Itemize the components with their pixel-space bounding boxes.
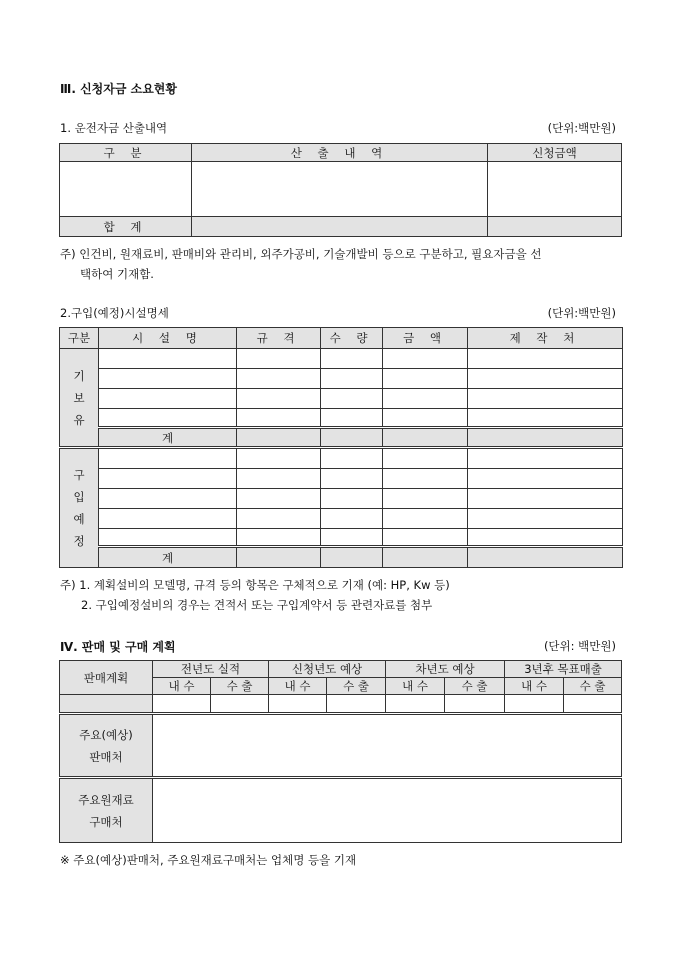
cell[interactable] <box>383 509 468 529</box>
cell[interactable] <box>468 448 623 469</box>
main-sales-partner-label: 주요(예상) 판매처 <box>60 714 153 778</box>
header-category: 구 분 <box>60 144 192 162</box>
part2-title: 2.구입(예정)시설명세 <box>60 306 169 320</box>
cell[interactable] <box>468 529 623 547</box>
header-spec: 규 격 <box>237 328 321 349</box>
cell[interactable] <box>237 349 321 369</box>
total-label: 합 계 <box>60 217 192 237</box>
year-prev-actual: 전년도 실적 <box>153 661 269 678</box>
cell[interactable] <box>468 369 623 389</box>
cell[interactable] <box>468 349 623 369</box>
cell[interactable] <box>99 448 237 469</box>
cell[interactable] <box>488 217 622 237</box>
cell[interactable] <box>321 349 383 369</box>
cell[interactable] <box>383 389 468 409</box>
year-next-forecast: 차년도 예상 <box>386 661 505 678</box>
cell[interactable] <box>237 489 321 509</box>
cell[interactable] <box>321 489 383 509</box>
part1-unit: (단위:백만원) <box>547 121 616 135</box>
cell[interactable] <box>192 162 488 217</box>
cell[interactable] <box>321 448 383 469</box>
cell[interactable] <box>269 695 327 714</box>
cell[interactable] <box>237 428 321 448</box>
sub-export: 수 출 <box>445 678 505 695</box>
part1-title: 1. 운전자금 산출내역 <box>60 121 168 135</box>
year-3-target: 3년후 목표매출 <box>505 661 622 678</box>
cell[interactable] <box>468 489 623 509</box>
cell[interactable] <box>468 509 623 529</box>
section3-title: Ⅲ. 신청자금 소요현황 <box>60 82 177 96</box>
cell[interactable] <box>237 448 321 469</box>
header-amount: 금 액 <box>383 328 468 349</box>
cell[interactable] <box>99 349 237 369</box>
cell[interactable] <box>383 547 468 568</box>
facility-table <box>59 327 623 568</box>
sub-domestic: 내 수 <box>153 678 211 695</box>
cell[interactable] <box>468 428 623 448</box>
cell[interactable] <box>321 389 383 409</box>
main-supplier-label: 주요원재료 구매처 <box>60 778 153 843</box>
cell[interactable] <box>321 529 383 547</box>
sub-export: 수 출 <box>327 678 386 695</box>
cell[interactable] <box>237 509 321 529</box>
cell[interactable] <box>383 409 468 428</box>
cell[interactable] <box>383 529 468 547</box>
sub-domestic: 내 수 <box>269 678 327 695</box>
working-capital-table <box>59 143 622 237</box>
cell[interactable] <box>505 695 564 714</box>
cell[interactable] <box>468 389 623 409</box>
cell[interactable] <box>321 509 383 529</box>
cell[interactable] <box>153 695 211 714</box>
cell[interactable] <box>192 217 488 237</box>
cell[interactable] <box>383 369 468 389</box>
section4-unit: (단위: 백만원) <box>543 639 616 653</box>
cell[interactable] <box>468 469 623 489</box>
cell[interactable] <box>564 695 622 714</box>
cell[interactable] <box>60 162 192 217</box>
cell[interactable] <box>327 695 386 714</box>
cell[interactable] <box>99 489 237 509</box>
cell[interactable] <box>99 509 237 529</box>
sub-domestic: 내 수 <box>386 678 445 695</box>
main-supplier-field[interactable] <box>153 778 622 843</box>
section4-title: Ⅳ. 판매 및 구매 계획 <box>60 640 176 654</box>
section4-note: ※ 주요(예상)판매처, 주요원재료구매처는 업체명 등을 기재 <box>60 853 357 867</box>
cell[interactable] <box>468 409 623 428</box>
cell[interactable] <box>237 389 321 409</box>
header-facility-name: 시 설 명 <box>99 328 237 349</box>
sales-plan-label: 판매계획 <box>60 661 153 695</box>
cell[interactable] <box>99 529 237 547</box>
header-manufacturer: 제 작 처 <box>468 328 623 349</box>
cell[interactable] <box>383 469 468 489</box>
cell[interactable] <box>237 547 321 568</box>
cell[interactable] <box>386 695 445 714</box>
group-owned: 기 보 유 <box>60 349 99 448</box>
year-current-forecast: 신청년도 예상 <box>269 661 386 678</box>
cell[interactable] <box>383 448 468 469</box>
cell[interactable] <box>383 349 468 369</box>
cell[interactable] <box>99 389 237 409</box>
cell[interactable] <box>237 409 321 428</box>
part1-note-line1: 주) 인건비, 원재료비, 판매비와 관리비, 외주가공비, 기술개발비 등으로 구분하고, 필요자금을 선 <box>60 247 542 261</box>
part2-note-line1: 주) 1. 계획설비의 모델명, 규격 등의 항목은 구체적으로 기재 (예: HP, Kw 등) <box>60 578 450 592</box>
cell[interactable] <box>321 469 383 489</box>
sales-purchase-table <box>59 660 622 843</box>
cell[interactable] <box>211 695 269 714</box>
subtotal-label: 계 <box>99 428 237 448</box>
cell[interactable] <box>468 547 623 568</box>
cell[interactable] <box>99 409 237 428</box>
header-category: 구분 <box>60 328 99 349</box>
cell[interactable] <box>321 547 383 568</box>
cell[interactable] <box>99 369 237 389</box>
header-calculation: 산 출 내 역 <box>192 144 488 162</box>
header-quantity: 수 량 <box>321 328 383 349</box>
cell[interactable] <box>321 369 383 389</box>
cell[interactable] <box>383 428 468 448</box>
cell[interactable] <box>445 695 505 714</box>
cell[interactable] <box>321 409 383 428</box>
sub-export: 수 출 <box>564 678 622 695</box>
sub-domestic: 내 수 <box>505 678 564 695</box>
main-sales-partner-field[interactable] <box>153 714 622 778</box>
cell[interactable] <box>383 489 468 509</box>
cell[interactable] <box>237 469 321 489</box>
cell[interactable] <box>237 369 321 389</box>
cell[interactable] <box>488 162 622 217</box>
part2-note-line2: 2. 구입예정설비의 경우는 견적서 또는 구입계약서 등 관련자료를 첨부 <box>81 598 433 612</box>
part2-unit: (단위:백만원) <box>547 306 616 320</box>
subtotal-label: 계 <box>99 547 237 568</box>
part1-note-line2: 택하여 기재함. <box>80 267 154 281</box>
sub-export: 수 출 <box>211 678 269 695</box>
header-amount: 신청금액 <box>488 144 622 162</box>
cell[interactable] <box>237 529 321 547</box>
cell[interactable] <box>321 428 383 448</box>
group-planned: 구 입 예 정 <box>60 448 99 568</box>
cell[interactable] <box>99 469 237 489</box>
